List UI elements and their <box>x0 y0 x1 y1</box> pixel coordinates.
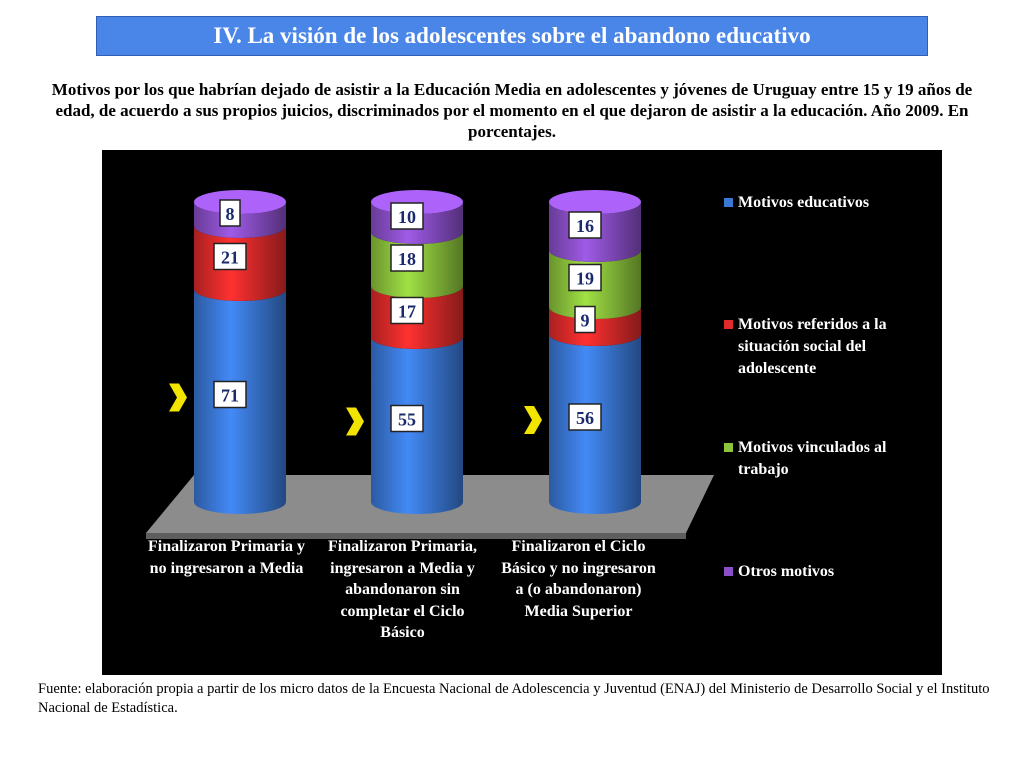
data-label-educativos-cat1: 55 <box>398 409 416 430</box>
highlight-arrow-cat1 <box>346 408 364 436</box>
data-label-trabajo-cat1: 18 <box>398 249 416 269</box>
page-title: IV. La visión de los adolescentes sobre el abandono educativo <box>213 23 811 48</box>
legend-item-social <box>738 314 938 380</box>
data-label-social-cat1: 17 <box>398 301 416 322</box>
category-label-1: Finalizaron Primaria, ingresaron a Media y abandonaron sin completar el Ciclo Básico <box>327 538 477 641</box>
legend-swatch-social <box>724 320 733 329</box>
data-label-otros-cat2: 16 <box>576 216 594 236</box>
chart-panel <box>102 150 942 675</box>
source-note: Fuente: elaboración propia a partir de los micro datos de la Encuesta Nacional de Adolescencia y Juventud (ENAJ) del Ministerio de Desarrollo Social y el Instituto Nacional de Estadística. <box>38 681 990 716</box>
legend-item-educativos <box>738 192 938 214</box>
category-label-0: Finalizaron Primaria y no ingresaron a Media <box>147 538 305 577</box>
highlight-arrow-cat2 <box>524 406 542 434</box>
highlight-arrow-cat0 <box>169 384 187 412</box>
data-label-otros-cat0: 8 <box>225 204 235 224</box>
title-banner <box>96 16 928 56</box>
legend-label-educativos: Motivos educativos <box>738 194 870 211</box>
legend-swatch-educativos <box>724 198 733 207</box>
legend-label-otros: Otros motivos <box>738 563 835 580</box>
data-label-social-cat2: 9 <box>580 310 590 331</box>
legend-label-social: Motivos referidos a la situación social del adolescente <box>738 316 887 377</box>
legend-swatch-otros <box>724 567 733 576</box>
legend-item-trabajo <box>738 437 938 481</box>
data-label-trabajo-cat2: 19 <box>576 268 594 289</box>
legend-swatch-trabajo <box>724 443 733 452</box>
category-label-2: Finalizaron el Ciclo Básico y no ingresaron a (o abandonaron) Media Superior <box>501 538 656 620</box>
legend-item-otros <box>738 561 938 583</box>
data-label-educativos-cat2: 56 <box>576 408 594 428</box>
data-label-otros-cat1: 10 <box>398 207 416 227</box>
legend-label-trabajo: Motivos vinculados al trabajo <box>738 439 887 478</box>
bar-top-cat2 <box>549 190 641 214</box>
data-label-social-cat0: 21 <box>221 247 239 268</box>
data-label-educativos-cat0: 71 <box>221 385 239 406</box>
chart-subtitle: Motivos por los que habrían dejado de asistir a la Educación Media en adolescentes y jóvenes de Uruguay entre 15 y 19 años de edad, de acuerdo a sus propios juicios, discriminados por el momento en el que dejaron de asistir a la educación. Año 2009. En porcentajes. <box>51 80 973 141</box>
